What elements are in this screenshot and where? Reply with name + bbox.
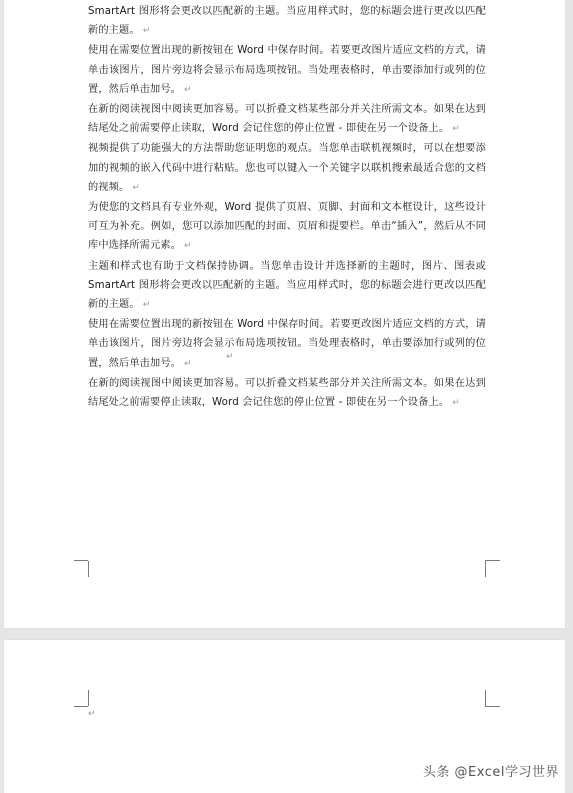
paragraph-mark-icon: ↵ [142, 300, 151, 311]
paragraph-1-text: SmartArt 图形将会更改以匹配新的主题。当应用样式时，您的标题会进行更改以匹配新的主题。 [88, 6, 486, 37]
watermark [423, 761, 559, 780]
paragraph-5[interactable] [88, 198, 486, 257]
paragraph-mark-icon: ↵ [452, 398, 460, 409]
paragraph-3-text: 在新的阅读视图中阅读更加容易。可以折叠文档某些部分并关注所需文本。如果在达到结尾处之前需要停止读取，Word 会记住您的停止位置 - 即使在另一个设备上。 [88, 104, 486, 135]
watermark-text: 头条 @Excel学习世界 [422, 765, 559, 780]
paragraph-4[interactable] [88, 139, 486, 198]
paragraph-8[interactable] [88, 374, 486, 413]
paragraph-1[interactable] [88, 2, 486, 41]
paragraph-mark-icon: ↵ [142, 26, 151, 37]
paragraph-8-text: 在新的阅读视图中阅读更加容易。可以折叠文档某些部分并关注所需文本。如果在达到结尾处之前需要停止读取，Word 会记住您的停止位置 - 即使在另一个设备上。 [88, 377, 486, 409]
paragraph-mark-icon: ↵ [184, 84, 192, 95]
paragraph-2[interactable] [88, 41, 486, 100]
page-2-paragraph-mark-icon[interactable]: ↵ [88, 709, 96, 719]
paragraph-7-text: 使用在需要位置出现的新按钮在 Word 中保存时间。若要更改图片适应文档的方式，请单击该图片，图片旁边将会显示布局选项按钮。当处理表格时，单击要添加行或列的位置，然后单击加号。 [88, 319, 486, 369]
top-left-margin-mark [74, 690, 89, 706]
paragraph-6-text: 主题和样式也有助于文档保持协调。当您单击设计并选择新的主题时，图片、图表或 SmartArt 图形将会更改以匹配新的主题。当应用样式时，您的标题会进行更改以匹配新的主题。 [88, 260, 486, 311]
page-1-body-text[interactable] [88, 2, 486, 413]
paragraph-6[interactable] [88, 257, 486, 316]
top-right-margin-mark [485, 690, 500, 706]
paragraph-mark-icon: ↵ [184, 358, 192, 369]
bottom-left-margin-mark [74, 561, 89, 577]
paragraph-4-text: 视频提供了功能强大的方法帮助您证明您的观点。当您单击联机视频时，可以在想要添加的视频的嵌入代码中进行粘贴。您也可以键入一个关键字以联机搜索最适合您的文档的视频。 [88, 143, 486, 193]
empty-paragraph-mark-icon: ↵ [226, 352, 234, 362]
paragraph-7[interactable] [88, 315, 486, 374]
paragraph-2-text: 使用在需要位置出现的新按钮在 Word 中保存时间。若要更改图片适应文档的方式，请单击该图片，图片旁边将会显示布局选项按钮。当处理表格时，单击要添加行或列的位置，然后单击加号。 [88, 45, 486, 95]
paragraph-mark-icon: ↵ [452, 124, 460, 135]
paragraph-3[interactable] [88, 100, 486, 139]
document-page-1[interactable] [4, 0, 565, 628]
paragraph-mark-icon: ↵ [184, 241, 192, 252]
paragraph-mark-icon: ↵ [132, 182, 141, 193]
paragraph-5-text: 为使您的文档具有专业外观，Word 提供了页眉、页脚、封面和文本框设计，这些设计可互为补充。例如，您可以添加匹配的封面、页眉和提要栏。单击“插入”，然后从不同库中选择所需元素。 [88, 202, 486, 252]
bottom-right-margin-mark [485, 561, 500, 577]
